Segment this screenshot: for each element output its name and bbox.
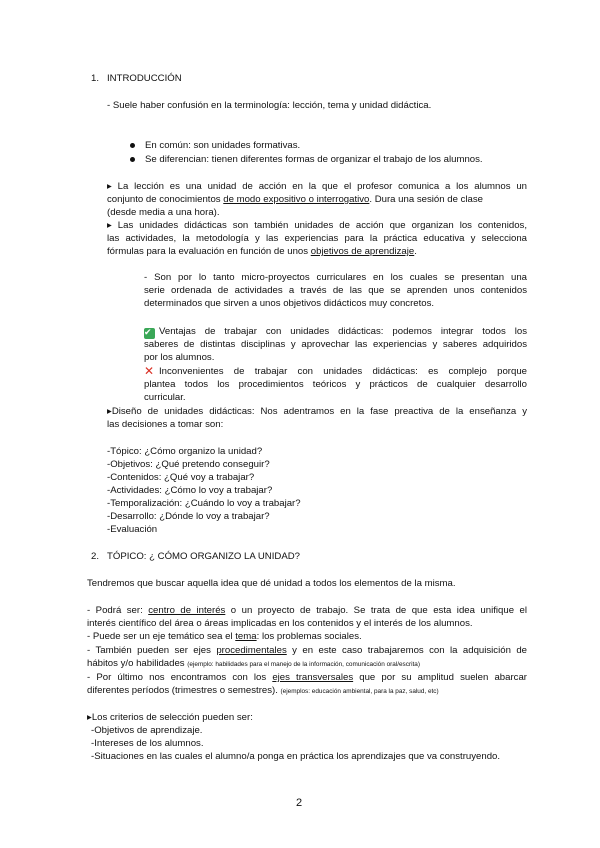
transversales-line-2 [87, 684, 439, 698]
tematico-text: - Puede ser un eje temático sea el [87, 631, 236, 642]
podra-underlined: centro de interés [148, 605, 226, 616]
ejes-text: - También pueden ser ejes [87, 645, 217, 656]
transversales-text: diferentes períodos (trimestres o semestres). [87, 685, 281, 696]
ventajas-text: Ventajas de trabajar con unidades didácticas: podemos integrar todos los [159, 326, 527, 337]
diseno-line-2: las decisiones a tomar son: [107, 419, 224, 430]
unidades-line-2: las actividades, la metodología y las experiencias para la práctica educativa y selecciona [107, 233, 527, 244]
unidades-text: . [414, 246, 417, 257]
inconvenientes-line-1 [144, 365, 527, 378]
decision-item: -Actividades: ¿Cómo lo voy a trabajar? [107, 485, 273, 496]
criterios-title: ▸Los criterios de selección pueden ser: [87, 712, 253, 723]
leccion-underlined: de modo expositivo o interrogativo [223, 194, 370, 205]
transversales-underlined: ejes transversales [272, 672, 354, 683]
leccion-line-3: (desde media a una hora). [107, 207, 220, 218]
podra-line-1 [87, 604, 527, 617]
decision-item: -Contenidos: ¿Qué voy a trabajar? [107, 472, 255, 483]
ejes-line-2 [87, 657, 420, 671]
unidades-line-1: ▸ Las unidades didácticas son también unidades de acción que organizan los contenidos, [107, 220, 527, 231]
transversales-line-1 [87, 671, 527, 684]
page-number: 2 [296, 797, 303, 809]
tendremos-line: Tendremos que buscar aquella idea que dé unidad a todos los elementos de la misma. [87, 578, 456, 589]
transversales-example: (ejemplos: educación ambiental, para la paz, salud, etc) [280, 688, 439, 695]
intro-line: - Suele haber confusión en la terminología: lección, tema y unidad didáctica. [107, 100, 432, 111]
podra-text: - Podrá ser: [87, 605, 149, 616]
leccion-text: . Dura una sesión de clase [369, 194, 483, 205]
podra-text: o un proyecto de trabajo. Se trata de que esta idea unifique el [225, 605, 527, 616]
leccion-text: conjunto de conocimientos [107, 194, 224, 205]
decision-item: -Objetivos: ¿Qué pretendo conseguir? [107, 459, 270, 470]
bullet-dot [130, 157, 135, 162]
bullet-item-1: En común: son unidades formativas. [145, 140, 301, 151]
ventajas-line-1 [144, 325, 527, 339]
micro-line-2: serie ordenada de actividades a través de las que se aprenden unos contenidos [144, 285, 527, 296]
transversales-text: - Por último nos encontramos con los [87, 672, 273, 683]
ventajas-line-2: saberes de distintas disciplinas y aprovechar las experiencias y saberes adquiridos [144, 339, 527, 350]
ventajas-line-3: por los alumnos. [144, 352, 215, 363]
section-1-title: INTRODUCCIÓN [107, 73, 182, 84]
transversales-text: que por su amplitud suelen abarcar [353, 672, 527, 683]
diseno-line-1: ▸Diseño de unidades didácticas: Nos adentramos en la fase preactiva de la enseñanza y [107, 406, 527, 417]
decision-item: -Tópico: ¿Cómo organizo la unidad? [107, 446, 263, 457]
tematico-line [87, 630, 362, 643]
check-icon: ✔ [144, 328, 155, 339]
ejes-text: hábitos y/o habilidades [87, 658, 188, 669]
unidades-text: fórmulas para la evaluación en función de unos [107, 246, 311, 257]
cross-icon: ✕ [144, 364, 155, 378]
ejes-example: (ejemplo: habilidades para el manejo de la información, comunicación oral/escrita) [187, 661, 420, 668]
section-1-number: 1. [91, 73, 100, 84]
section-1-heading [91, 72, 182, 85]
leccion-line-2 [107, 193, 483, 206]
decision-item: -Desarrollo: ¿Dónde lo voy a trabajar? [107, 511, 270, 522]
unidades-line-3 [107, 245, 417, 258]
leccion-line-1: ▸ La lección es una unidad de acción en la que el profesor comunica a los alumnos un [107, 181, 527, 192]
micro-line-1: - Son por lo tanto micro-proyectos curriculares en los cuales se presentan una [144, 272, 527, 283]
podra-line-2: interés científico del área o áreas implicadas en los contenidos y el interés de los alumnos. [87, 618, 473, 629]
inconvenientes-line-2: plantea todos los procedimientos teóricos y prácticos de cualquier desarrollo [144, 379, 527, 390]
decision-item: -Temporalización: ¿Cuándo lo voy a trabajar? [107, 498, 301, 509]
section-2-heading [91, 550, 300, 563]
bullet-dot [130, 143, 135, 148]
criterio-item: -Objetivos de aprendizaje. [91, 725, 203, 736]
criterio-item: -Situaciones en las cuales el alumno/a ponga en práctica los aprendizajes que va construyendo. [91, 751, 501, 762]
unidades-underlined: objetivos de aprendizaje [310, 246, 415, 257]
bullet-item-2: Se diferencian: tienen diferentes formas de organizar el trabajo de los alumnos. [145, 154, 483, 165]
inconvenientes-text: Inconvenientes de trabajar con unidades didácticas: es complejo porque [159, 366, 527, 377]
inconvenientes-line-3: curricular. [144, 392, 186, 403]
tematico-text: : los problemas sociales. [256, 631, 362, 642]
section-2-title: TÓPICO: ¿ CÓMO ORGANIZO LA UNIDAD? [107, 551, 300, 562]
ejes-underlined: procedimentales [216, 645, 287, 656]
section-2-number: 2. [91, 551, 100, 562]
decision-item: -Evaluación [107, 524, 158, 535]
ejes-text: y en este caso trabajaremos con la adquisición de [286, 645, 528, 656]
micro-line-3: determinados que sirven a unos objetivos didácticos muy concretos. [144, 298, 435, 309]
criterio-item: -Intereses de los alumnos. [91, 738, 204, 749]
tematico-underlined: tema [235, 631, 257, 642]
ejes-line-1 [87, 644, 527, 657]
